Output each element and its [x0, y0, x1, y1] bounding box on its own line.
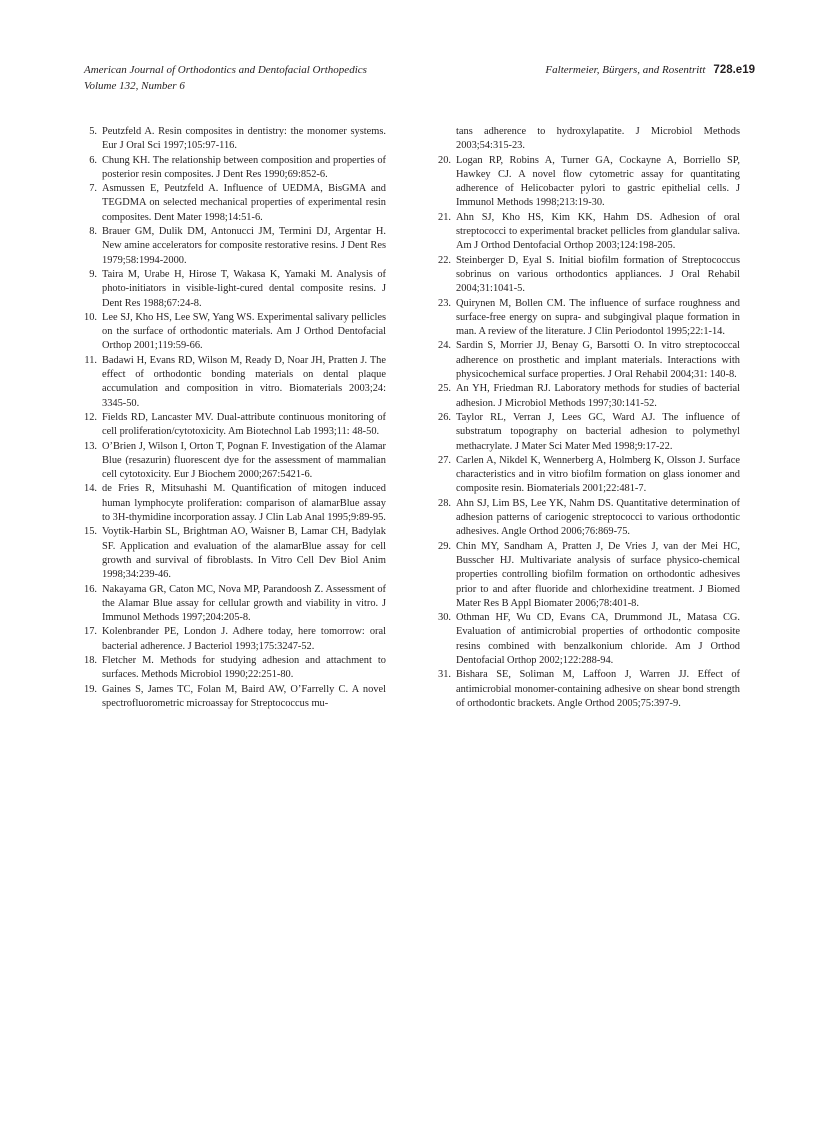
reference-item [434, 611, 740, 668]
reference-number: 11. [84, 354, 97, 366]
reference-number: 29. [438, 540, 451, 552]
reference-text: Taylor RL, Verran J, Lees GC, Ward AJ. The influence of substratum topography on bacterial adhesion to polymethyl methacrylate. J Mater Sci Mater Med 1998;9:17-22. [456, 411, 740, 452]
reference-item [434, 211, 740, 254]
reference-text: Nakayama GR, Caton MC, Nova MP, Parandoosh Z. Assessment of the Alamar Blue assay for cellular growth and viability in vitro. J Immunol Methods 1997;204:205-8. [102, 583, 386, 624]
reference-number: 13. [84, 440, 97, 452]
article-authors: Faltermeier, Bürgers, and Rosentritt [545, 64, 706, 76]
reference-item [80, 268, 386, 311]
reference-number: 16. [84, 583, 97, 595]
reference-item [80, 225, 386, 268]
reference-number: 7. [89, 183, 97, 195]
reference-item [434, 154, 740, 211]
reference-item [434, 540, 740, 611]
reference-text: Chin MY, Sandham A, Pratten J, De Vries J, van der Mei HC, Busscher HJ. Multivariate analysis of surface physico-chemical properties controlling biofilm formation on orthodontic adhesives prior to and after fluoride and chlorhexidine treatment. J Biomed Mater Res B Appl Biomater 2006;78:401-8. [456, 540, 740, 609]
reference-number: 15. [84, 526, 97, 538]
reference-number: 10. [84, 311, 97, 323]
reference-item [434, 297, 740, 340]
reference-text: Bishara SE, Soliman M, Laffoon J, Warren JJ. Effect of antimicrobial monomer-containing adhesive on shear bond strength of orthodontic brackets. Angle Orthod 2005;75:397-9. [456, 669, 740, 709]
reference-item [434, 497, 740, 540]
reference-item [80, 354, 386, 411]
reference-item [80, 182, 386, 225]
reference-text: Taira M, Urabe H, Hirose T, Wakasa K, Yamaki M. Analysis of photo-initiators in visible-light-cured dental composite resins. J Dent Res 1988;67:24-8. [102, 268, 386, 309]
reference-text: Sardin S, Morrier JJ, Benay G, Barsotti O. In vitro streptococcal adherence on prosthetic and implant materials. Interactions with physicochemical surface properties. J Oral Rehabil 2004;31: 140-8. [456, 340, 740, 381]
reference-item [80, 583, 386, 626]
page-number: 728.e19 [713, 64, 755, 76]
reference-text: O’Brien J, Wilson I, Orton T, Pognan F. Investigation of the Alamar Blue (resazurin) fluorescent dye for the assessment of mammalian cell cytotoxicity. Eur J Biochem 2000;267:5421-6. [102, 440, 386, 481]
reference-number: 30. [438, 612, 451, 624]
reference-number: 31. [438, 669, 451, 681]
reference-item [434, 254, 740, 297]
reference-number: 26. [438, 411, 451, 423]
reference-text: Brauer GM, Dulik DM, Antonucci JM, Termini DJ, Argentar H. New amine accelerators for composite restorative resins. J Dent Res 1979;58:1994-2000. [102, 226, 386, 266]
reference-text: Lee SJ, Kho HS, Lee SW, Yang WS. Experimental salivary pellicles on the surface of orthodontic materials. Am J Orthod Dentofacial Orthop 2001;119:59-66. [102, 311, 386, 352]
reference-text: Steinberger D, Eyal S. Initial biofilm formation of Streptococcus sobrinus on various orthodontics appliances. J Oral Rehabil 2004;31:1041-5. [456, 254, 740, 295]
running-header-left [84, 62, 367, 94]
reference-item [80, 311, 386, 354]
reference-number: 23. [438, 297, 451, 309]
references-right-column [434, 125, 740, 711]
reference-item [80, 154, 386, 183]
reference-text: Fields RD, Lancaster MV. Dual-attribute continuous monitoring of cell proliferation/cytotoxicity. Am Biotechnol Lab 1993;11: 48-50. [102, 411, 386, 438]
reference-number: 22. [438, 254, 451, 266]
reference-number: 20. [438, 154, 451, 166]
reference-number: 6. [89, 154, 97, 166]
reference-text: Gaines S, James TC, Folan M, Baird AW, O’Farrelly C. A novel spectrofluorometric microassay for Streptococcus mu- [102, 683, 386, 709]
reference-continuation [434, 125, 740, 154]
reference-number: 12. [84, 411, 97, 423]
reference-item [434, 382, 740, 411]
reference-text: Badawi H, Evans RD, Wilson M, Ready D, Noar JH, Pratten J. The effect of orthodontic bonding materials on dental plaque accumulation and composition in vitro. Biomaterials 2003;24: 3345-50. [102, 354, 386, 409]
reference-number: 17. [84, 626, 97, 638]
reference-number: 9. [89, 268, 97, 280]
reference-text: Logan RP, Robins A, Turner GA, Cockayne A, Borriello SP, Hawkey CJ. A novel flow cytometric assay for quantitating adherence of Helicobacter pylori to gastric epithelial cells. J Immunol Methods 1998;213:19-30. [456, 154, 740, 209]
reference-number: 24. [438, 340, 451, 352]
reference-number: 27. [438, 454, 451, 466]
running-header-right [545, 62, 755, 78]
journal-volume: Volume 132, Number 6 [84, 80, 185, 92]
reference-number: 8. [89, 226, 97, 238]
reference-text: Othman HF, Wu CD, Evans CA, Drummond JL, Matasa CG. Evaluation of antimicrobial properties of orthodontic composite resins combined with benzalkonium chloride. Am J Orthod Dentofacial Orthop 2002;122:288-94. [456, 612, 740, 666]
reference-item [80, 125, 386, 154]
reference-item [434, 339, 740, 382]
reference-number: 5. [89, 126, 97, 137]
reference-item [434, 668, 740, 711]
reference-text: An YH, Friedman RJ. Laboratory methods for studies of bacterial adhesion. J Microbiol Methods 1997;30:141-52. [456, 383, 740, 409]
reference-number: 25. [438, 383, 451, 395]
reference-item [80, 411, 386, 440]
reference-number: 18. [84, 654, 97, 666]
reference-item [80, 654, 386, 683]
reference-item [434, 411, 740, 454]
reference-text: Ahn SJ, Kho HS, Kim KK, Hahm DS. Adhesion of oral streptococci to experimental bracket pellicles from glandular saliva. Am J Orthod Dentofacial Orthop 2003;124:198-205. [456, 211, 740, 252]
reference-text: Ahn SJ, Lim BS, Lee YK, Nahm DS. Quantitative determination of adhesion patterns of cariogenic streptococci to various orthodontic adhesives. Angle Orthod 2006;76:869-75. [456, 497, 740, 538]
reference-item [80, 683, 386, 712]
reference-text: de Fries R, Mitsuhashi M. Quantification of mitogen induced human lymphocyte proliferation: comparison of alamarBlue assay to 3H-thymidine incorporation assay. J Clin Lab Anal 1995;9:89-95. [102, 483, 386, 524]
reference-text: tans adherence to hydroxylapatite. J Microbiol Methods 2003;54:315-23. [456, 126, 740, 152]
reference-text: Fletcher M. Methods for studying adhesion and attachment to surfaces. Methods Microbiol 1990;22:251-80. [102, 654, 386, 681]
reference-text: Peutzfeld A. Resin composites in dentistry: the monomer systems. Eur J Oral Sci 1997;105:97-116. [102, 126, 386, 152]
reference-text: Kolenbrander PE, London J. Adhere today, here tomorrow: oral bacterial adherence. J Bacteriol 1993;175:3247-52. [102, 626, 386, 652]
reference-item [80, 525, 386, 582]
reference-item [80, 482, 386, 525]
journal-title: American Journal of Orthodontics and Dentofacial Orthopedics [84, 64, 367, 76]
references-left-column [80, 125, 386, 711]
reference-text: Carlen A, Nikdel K, Wennerberg A, Holmberg K, Olsson J. Surface characteristics and in vitro biofilm formation on glass ionomer and composite resin. Biomaterials 2001;22:481-7. [456, 454, 740, 495]
reference-number: 28. [438, 497, 451, 509]
reference-text: Voytik-Harbin SL, Brightman AO, Waisner B, Lamar CH, Badylak SF. Application and evaluation of the alamarBlue assay for cell growth and survival of fibroblasts. In Vitro Cell Dev Biol Anim 1998;34:239-46. [102, 526, 386, 581]
reference-text: Asmussen E, Peutzfeld A. Influence of UEDMA, BisGMA and TEGDMA on selected mechanical properties of experimental resin composites. Dent Mater 1998;14:51-6. [102, 183, 386, 223]
reference-number: 14. [84, 483, 97, 495]
reference-item [80, 440, 386, 483]
reference-number: 19. [84, 683, 97, 695]
reference-number: 21. [438, 211, 451, 223]
reference-item [80, 625, 386, 654]
reference-text: Chung KH. The relationship between composition and properties of posterior resin composites. J Dent Res 1990;69:852-6. [102, 154, 386, 180]
reference-item [434, 454, 740, 497]
reference-text: Quirynen M, Bollen CM. The influence of surface roughness and surface-free energy on supra- and subgingival plaque formation in man. A review of the literature. J Clin Periodontol 1995;22:1-14. [456, 297, 740, 338]
